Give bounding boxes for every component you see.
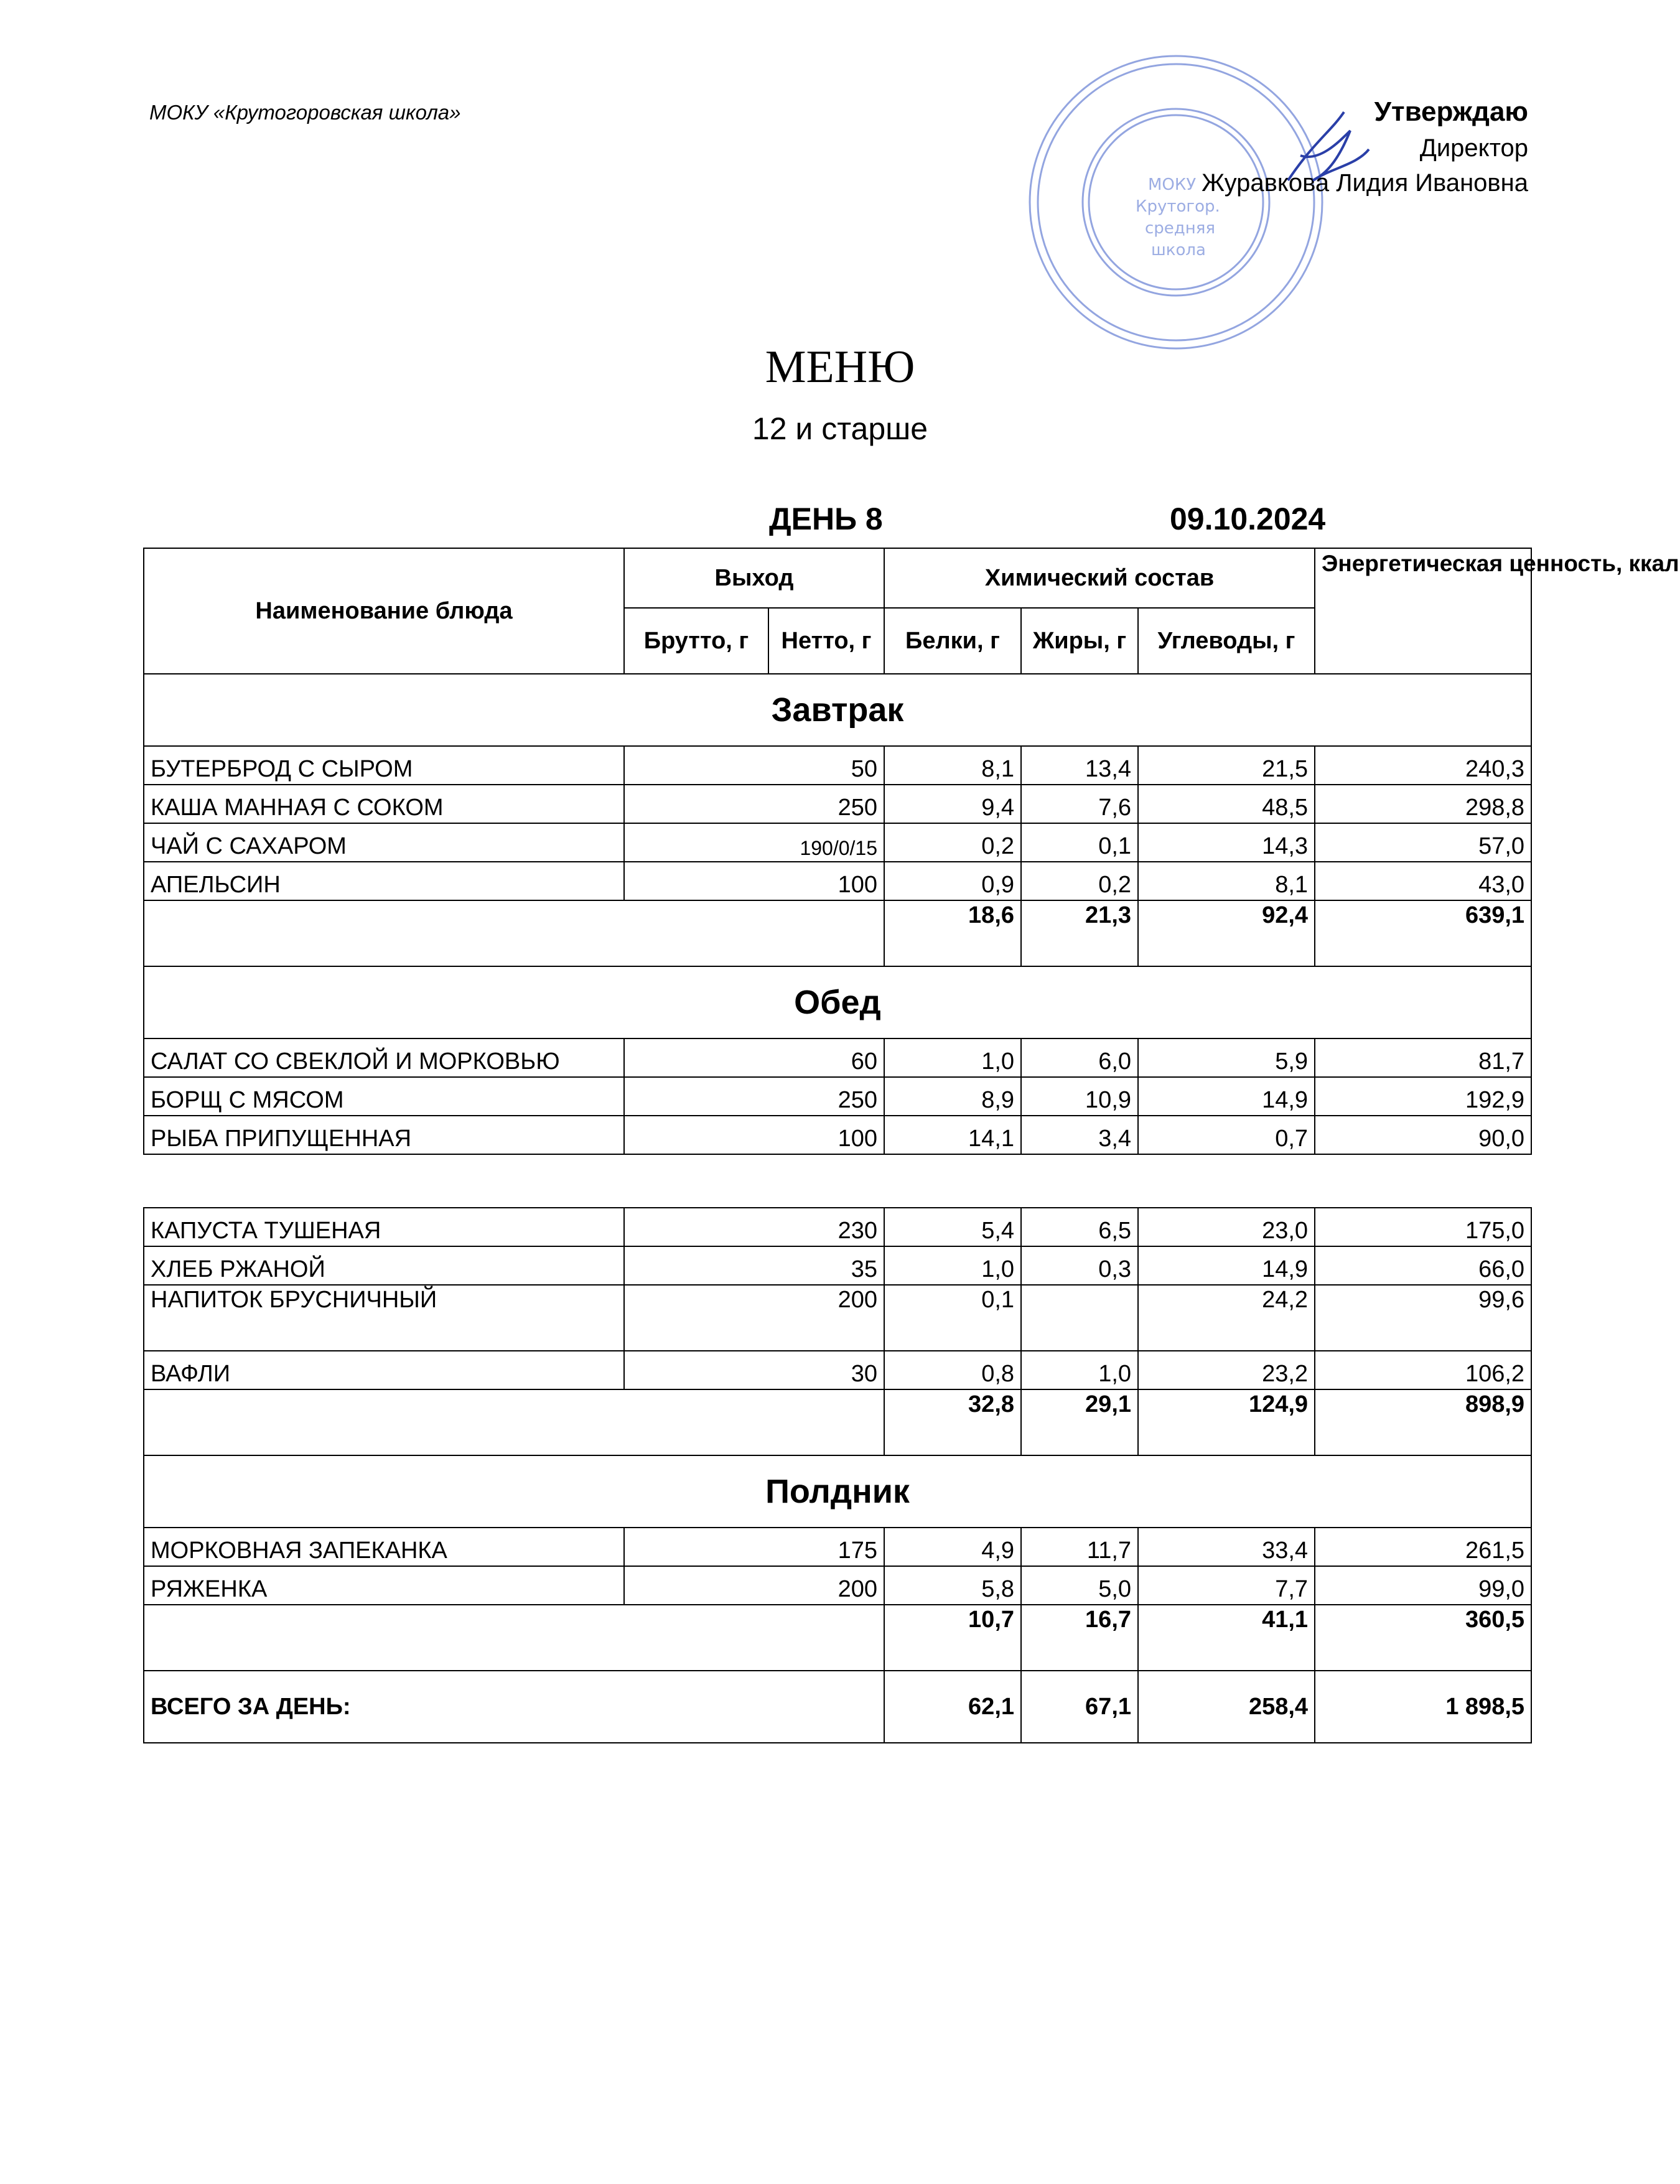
meal-name: Обед (144, 966, 1531, 1038)
director-signature (1276, 106, 1375, 193)
meal-header-snack (144, 1455, 1531, 1528)
dish-kcal: 90,0 (1315, 1116, 1531, 1154)
dish-output: 30 (624, 1351, 884, 1389)
table-header-row (144, 548, 1531, 608)
dish-fats: 0,2 (1021, 862, 1138, 900)
table-row (144, 823, 1531, 862)
dish-fats: 3,4 (1021, 1116, 1138, 1154)
dish-name: АПЕЛЬСИН (144, 862, 624, 900)
header-output: Выход (624, 548, 884, 608)
svg-text:школа: школа (1151, 241, 1206, 259)
dish-kcal: 57,0 (1315, 823, 1531, 862)
dish-name: МОРКОВНАЯ ЗАПЕКАНКА (144, 1528, 624, 1566)
age-group: 12 и старше (752, 411, 928, 446)
svg-text:средняя: средняя (1145, 219, 1216, 238)
dish-fats: 7,6 (1021, 785, 1138, 823)
dish-name: БУТЕРБРОД С СЫРОМ (144, 746, 624, 785)
dish-carbs: 23,0 (1138, 1208, 1315, 1246)
total-fats: 21,3 (1021, 900, 1138, 966)
menu-date: 09.10.2024 (1170, 502, 1326, 536)
total-label-cell (144, 1605, 884, 1671)
dish-proteins: 8,1 (884, 746, 1021, 785)
dish-name: ЧАЙ С САХАРОМ (144, 823, 624, 862)
dish-name: НАПИТОК БРУСНИЧНЫЙ (144, 1285, 624, 1351)
total-carbs: 124,9 (1138, 1389, 1315, 1455)
dish-name: БОРЩ С МЯСОМ (144, 1077, 624, 1116)
total-fats: 29,1 (1021, 1389, 1138, 1455)
dish-carbs: 7,7 (1138, 1566, 1315, 1605)
dish-kcal: 240,3 (1315, 746, 1531, 785)
meal-total-row (144, 1389, 1531, 1455)
dish-proteins: 0,2 (884, 823, 1021, 862)
dish-fats: 0,3 (1021, 1246, 1138, 1285)
dish-proteins: 4,9 (884, 1528, 1021, 1566)
table-row (144, 1566, 1531, 1605)
table-row (144, 1077, 1531, 1116)
table-row (144, 1208, 1531, 1246)
dish-output: 230 (624, 1208, 884, 1246)
meal-total-row (144, 900, 1531, 966)
dish-carbs: 33,4 (1138, 1528, 1315, 1566)
grand-total-proteins: 62,1 (884, 1671, 1021, 1743)
dish-name: РЯЖЕНКА (144, 1566, 624, 1605)
dish-proteins: 8,9 (884, 1077, 1021, 1116)
dish-kcal: 175,0 (1315, 1208, 1531, 1246)
dish-proteins: 0,8 (884, 1351, 1021, 1389)
total-carbs: 41,1 (1138, 1605, 1315, 1671)
grand-total-kcal: 1 898,5 (1315, 1671, 1531, 1743)
director-position: Директор (1419, 134, 1528, 162)
dish-proteins: 0,9 (884, 862, 1021, 900)
dish-proteins: 1,0 (884, 1038, 1021, 1077)
dish-fats: 13,4 (1021, 746, 1138, 785)
dish-fats (1021, 1285, 1138, 1351)
total-carbs: 92,4 (1138, 900, 1315, 966)
header-chemical: Химический состав (884, 548, 1315, 608)
day-label: ДЕНЬ 8 (769, 502, 883, 536)
meal-total-row (144, 1605, 1531, 1671)
dish-output: 50 (624, 746, 884, 785)
dish-carbs: 5,9 (1138, 1038, 1315, 1077)
page-break-gap (144, 1154, 1531, 1208)
dish-name: КАПУСТА ТУШЕНАЯ (144, 1208, 624, 1246)
dish-fats: 6,0 (1021, 1038, 1138, 1077)
header-proteins: Белки, г (884, 608, 1021, 674)
dish-name: РЫБА ПРИПУЩЕННАЯ (144, 1116, 624, 1154)
dish-output: 100 (624, 1116, 884, 1154)
dish-name: ВАФЛИ (144, 1351, 624, 1389)
dish-output: 190/0/15 (624, 823, 884, 862)
dish-proteins: 14,1 (884, 1116, 1021, 1154)
dish-name: ХЛЕБ РЖАНОЙ (144, 1246, 624, 1285)
dish-kcal: 99,0 (1315, 1566, 1531, 1605)
total-kcal: 898,9 (1315, 1389, 1531, 1455)
dish-output: 100 (624, 862, 884, 900)
dish-kcal: 66,0 (1315, 1246, 1531, 1285)
dish-carbs: 0,7 (1138, 1116, 1315, 1154)
dish-kcal: 192,9 (1315, 1077, 1531, 1116)
header-carbs: Углеводы, г (1138, 608, 1315, 674)
dish-carbs: 24,2 (1138, 1285, 1315, 1351)
header-gross: Брутто, г (624, 608, 768, 674)
director-name: Журавкова Лидия Ивановна (1202, 169, 1528, 197)
dish-carbs: 23,2 (1138, 1351, 1315, 1389)
dish-output: 200 (624, 1566, 884, 1605)
table-row (144, 746, 1531, 785)
dish-fats: 6,5 (1021, 1208, 1138, 1246)
dish-carbs: 14,9 (1138, 1077, 1315, 1116)
dish-output: 35 (624, 1246, 884, 1285)
header-net: Нетто, г (768, 608, 884, 674)
organization-name: МОКУ «Крутогоровская школа» (149, 101, 461, 124)
header-dish-name: Наименование блюда (144, 548, 624, 674)
dish-output: 175 (624, 1528, 884, 1566)
dish-output: 200 (624, 1285, 884, 1351)
dish-fats: 5,0 (1021, 1566, 1138, 1605)
dish-fats: 0,1 (1021, 823, 1138, 862)
dish-carbs: 14,9 (1138, 1246, 1315, 1285)
total-label-cell (144, 900, 884, 966)
dish-kcal: 298,8 (1315, 785, 1531, 823)
grand-total-fats: 67,1 (1021, 1671, 1138, 1743)
total-kcal: 639,1 (1315, 900, 1531, 966)
dish-fats: 11,7 (1021, 1528, 1138, 1566)
dish-kcal: 43,0 (1315, 862, 1531, 900)
dish-output: 250 (624, 1077, 884, 1116)
total-kcal: 360,5 (1315, 1605, 1531, 1671)
header-fats: Жиры, г (1021, 608, 1138, 674)
dish-carbs: 14,3 (1138, 823, 1315, 862)
table-row (144, 1528, 1531, 1566)
dish-proteins: 1,0 (884, 1246, 1021, 1285)
header-energy: Энергетическая ценность, ккал (1315, 548, 1531, 674)
grand-total-carbs: 258,4 (1138, 1671, 1315, 1743)
total-proteins: 10,7 (884, 1605, 1021, 1671)
dish-carbs: 48,5 (1138, 785, 1315, 823)
dish-proteins: 0,1 (884, 1285, 1021, 1351)
dish-proteins: 9,4 (884, 785, 1021, 823)
table-row (144, 1351, 1531, 1389)
total-proteins: 32,8 (884, 1389, 1021, 1455)
total-label-cell (144, 1389, 884, 1455)
table-row (144, 1246, 1531, 1285)
svg-text:МОКУ: МОКУ (1148, 175, 1197, 194)
total-fats: 16,7 (1021, 1605, 1138, 1671)
table-row (144, 785, 1531, 823)
meal-name: Полдник (144, 1455, 1531, 1528)
dish-carbs: 21,5 (1138, 746, 1315, 785)
dish-kcal: 106,2 (1315, 1351, 1531, 1389)
dish-name: САЛАТ СО СВЕКЛОЙ И МОРКОВЬЮ (144, 1038, 624, 1077)
document-title: МЕНЮ (765, 342, 915, 393)
menu-table (143, 548, 1679, 1743)
grand-total-row (144, 1671, 1531, 1743)
grand-total-label: ВСЕГО ЗА ДЕНЬ: (144, 1671, 884, 1743)
dish-kcal: 81,7 (1315, 1038, 1531, 1077)
table-row (144, 862, 1531, 900)
dish-output: 60 (624, 1038, 884, 1077)
meal-header-lunch (144, 966, 1531, 1038)
meal-name: Завтрак (144, 674, 1531, 746)
dish-carbs: 8,1 (1138, 862, 1315, 900)
dish-proteins: 5,4 (884, 1208, 1021, 1246)
dish-output: 250 (624, 785, 884, 823)
dish-proteins: 5,8 (884, 1566, 1021, 1605)
meal-header-breakfast (144, 674, 1531, 746)
svg-text:Крутогор.: Крутогор. (1136, 197, 1220, 216)
table-row (144, 1116, 1531, 1154)
dish-fats: 10,9 (1021, 1077, 1138, 1116)
dish-kcal: 99,6 (1315, 1285, 1531, 1351)
dish-fats: 1,0 (1021, 1351, 1138, 1389)
dish-name: КАША МАННАЯ С СОКОМ (144, 785, 624, 823)
dish-kcal: 261,5 (1315, 1528, 1531, 1566)
table-row (144, 1285, 1531, 1351)
table-row (144, 1038, 1531, 1077)
total-proteins: 18,6 (884, 900, 1021, 966)
approval-label: Утверждаю (1374, 96, 1528, 127)
